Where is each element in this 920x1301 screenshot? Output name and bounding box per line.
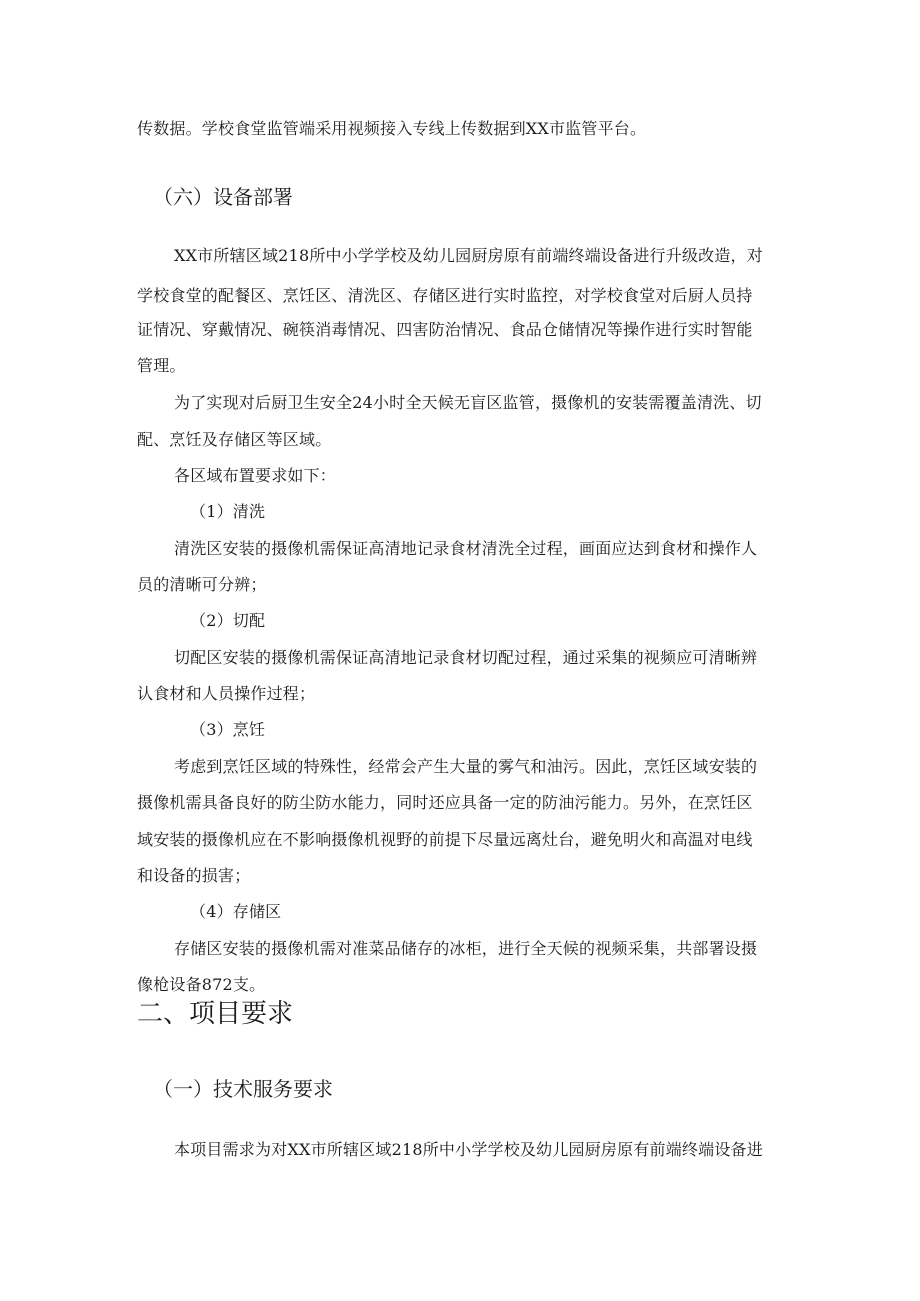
subsection-label: （4）存储区 bbox=[190, 902, 282, 921]
paragraph-line: 域安装的摄像机应在不影响摄像机视野的前提下尽量远离灶台，避免明火和高温对电线 bbox=[137, 830, 753, 849]
paragraph-line: 证情况、穿戴情况、碗筷消毒情况、四害防治情况、食品仓储情况等操作进行实时智能 bbox=[137, 320, 753, 339]
paragraph-line: 学校食堂的配餐区、烹饪区、清洗区、存储区进行实时监控，对学校食堂对后厨人员持 bbox=[137, 286, 753, 305]
section-heading: （六）设备部署 bbox=[153, 185, 293, 209]
subsection-label: （3）烹饪 bbox=[190, 720, 266, 739]
paragraph-line: 管理。 bbox=[137, 356, 186, 375]
chapter-heading: 二、项目要求 bbox=[137, 999, 294, 1029]
paragraph-line: 和设备的损害； bbox=[137, 866, 251, 885]
paragraph-line: 摄像机需具备良好的防尘防水能力，同时还应具备一定的防油污能力。另外，在烹饪区 bbox=[137, 793, 753, 812]
paragraph-line: 认食材和人员操作过程； bbox=[137, 684, 316, 703]
paragraph-line: 各区域布置要求如下： bbox=[174, 466, 337, 485]
paragraph-line: 为了实现对后厨卫生安全24小时全天候无盲区监管，摄像机的安装需覆盖清洗、切 bbox=[174, 393, 762, 412]
paragraph-line: 员的清晰可分辨； bbox=[137, 575, 267, 594]
paragraph-line: XX市所辖区域218所中小学学校及幼儿园厨房原有前端终端设备进行升级改造，对 bbox=[174, 246, 763, 265]
paragraph-line: 切配区安装的摄像机需保证高清地记录食材切配过程，通过采集的视频应可清晰辨 bbox=[174, 648, 758, 667]
paragraph-line: 本项目需求为对XX市所辖区域218所中小学学校及幼儿园厨房原有前端终端设备进 bbox=[174, 1140, 763, 1159]
paragraph-line: 存储区安装的摄像机需对准菜品储存的冰柜，进行全天候的视频采集，共部署设摄 bbox=[174, 939, 758, 958]
paragraph-line: 清洗区安装的摄像机需保证高清地记录食材清洗全过程，画面应达到食材和操作人 bbox=[174, 539, 758, 558]
subsection-label: （2）切配 bbox=[190, 611, 266, 630]
subsection-label: （1）清洗 bbox=[190, 502, 266, 521]
paragraph-line: 考虑到烹饪区域的特殊性，经常会产生大量的雾气和油污。因此，烹饪区域安装的 bbox=[174, 757, 758, 776]
paragraph-line: 传数据。学校食堂监管端采用视频接入专线上传数据到XX市监管平台。 bbox=[137, 119, 647, 138]
paragraph-line: 像枪设备872支。 bbox=[137, 975, 266, 994]
paragraph-line: 配、烹饪及存储区等区域。 bbox=[137, 430, 332, 449]
section-heading: （一）技术服务要求 bbox=[153, 1077, 333, 1101]
